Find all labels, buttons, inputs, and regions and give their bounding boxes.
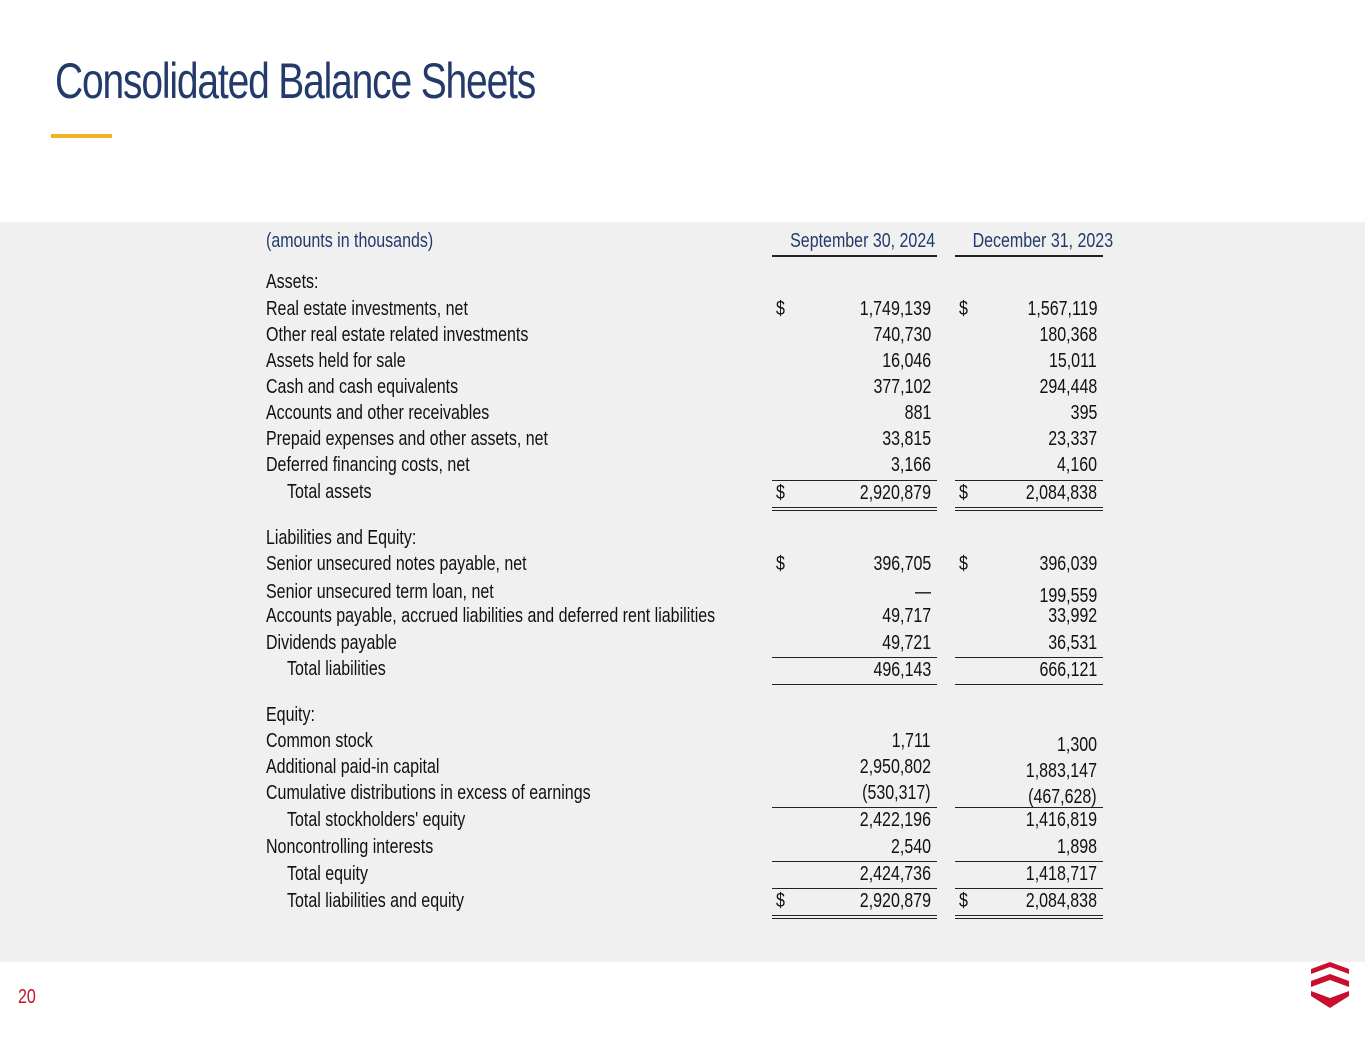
- table-header-row: [0, 227, 1365, 253]
- column-header: [772, 227, 937, 257]
- amount: 36,531: [1048, 632, 1097, 654]
- table-row: [0, 889, 1365, 915]
- value-cell-dec-2023: [955, 755, 1103, 781]
- line-item-label: Assets held for sale: [266, 350, 406, 372]
- amount: 1,567,119: [1027, 298, 1097, 320]
- table-row: [0, 729, 1365, 755]
- value-cell-dec-2023: [955, 453, 1103, 479]
- value-cell-dec-2023: [955, 604, 1103, 630]
- amount: 33,992: [1048, 605, 1097, 627]
- amount: 1,711: [892, 730, 931, 752]
- line-item-label: Cash and cash equivalents: [266, 376, 459, 398]
- currency-symbol: $: [776, 482, 785, 504]
- currency-symbol: $: [959, 298, 968, 320]
- value-cell-sep-2024: [772, 375, 937, 401]
- value-cell-sep-2024: [772, 781, 937, 808]
- value-cell-dec-2023: [955, 323, 1103, 349]
- line-item-label: Total stockholders' equity: [287, 809, 466, 831]
- line-item-label: Senior unsecured term loan, net: [266, 581, 494, 603]
- amount: 2,540: [890, 836, 931, 858]
- value-cell-dec-2023: [955, 552, 1103, 578]
- line-item-label: Accounts payable, accrued liabilities and deferred rent liabilities: [266, 605, 716, 627]
- units-label: (amounts in thousands): [266, 230, 434, 252]
- section-header: Assets:: [266, 271, 319, 293]
- value-cell-dec-2023: [955, 375, 1103, 401]
- value-cell-dec-2023: [955, 889, 1103, 919]
- line-item-label: Accounts and other receivables: [266, 402, 490, 424]
- table-row: [0, 631, 1365, 657]
- section-header-row: [0, 270, 1365, 296]
- line-item-label: Prepaid expenses and other assets, net: [266, 428, 548, 450]
- table-row: [0, 480, 1365, 506]
- amount: 2,422,196: [859, 809, 931, 831]
- table-row: [0, 580, 1365, 606]
- currency-symbol: $: [776, 890, 785, 912]
- line-item-label: Total assets: [287, 481, 372, 503]
- table-row: [0, 349, 1365, 375]
- value-cell-dec-2023: [955, 729, 1103, 755]
- amount: (530,317): [862, 782, 931, 804]
- table-row: [0, 781, 1365, 807]
- value-cell-sep-2024: [772, 427, 937, 453]
- value-cell-dec-2023: [955, 808, 1103, 834]
- amount: 1,416,819: [1025, 809, 1097, 831]
- amount: 15,011: [1049, 350, 1097, 372]
- value-cell-sep-2024: [772, 729, 937, 755]
- value-cell-sep-2024: [772, 323, 937, 349]
- table-row: [0, 862, 1365, 888]
- currency-symbol: $: [776, 553, 785, 575]
- amount: 1,300: [1056, 734, 1097, 756]
- line-item-label: Dividends payable: [266, 632, 397, 654]
- value-cell-sep-2024: [772, 349, 937, 375]
- line-item-label: Noncontrolling interests: [266, 836, 434, 858]
- section-header: Equity:: [266, 704, 315, 726]
- table-row: [0, 835, 1365, 861]
- value-cell-sep-2024: [772, 401, 937, 427]
- amount: 1,418,717: [1025, 863, 1097, 885]
- value-cell-dec-2023: [955, 835, 1103, 862]
- title-accent-rule: [51, 134, 112, 138]
- table-row: [0, 755, 1365, 781]
- value-cell-sep-2024: [772, 631, 937, 657]
- column-header-label: September 30, 2024: [790, 230, 936, 252]
- value-cell-dec-2023: [955, 580, 1103, 606]
- value-cell-sep-2024: [772, 480, 937, 511]
- amount: 180,368: [1039, 324, 1097, 346]
- value-cell-dec-2023: [955, 862, 1103, 889]
- line-item-label: Senior unsecured notes payable, net: [266, 553, 527, 575]
- amount: 199,559: [1039, 585, 1097, 607]
- amount: 49,717: [882, 605, 931, 627]
- amount: 881: [904, 402, 931, 424]
- amount: 666,121: [1039, 659, 1097, 681]
- section-header: Liabilities and Equity:: [266, 527, 417, 549]
- table-row: [0, 375, 1365, 401]
- amount: 23,337: [1048, 428, 1097, 450]
- line-item-label: Common stock: [266, 730, 373, 752]
- line-item-label: Cumulative distributions in excess of earnings: [266, 782, 591, 804]
- amount: 3,166: [890, 454, 931, 476]
- line-item-label: Total liabilities and equity: [287, 890, 464, 912]
- amount: 740,730: [873, 324, 931, 346]
- amount: 294,448: [1039, 376, 1097, 398]
- table-row: [0, 401, 1365, 427]
- line-item-label: Total equity: [287, 863, 368, 885]
- column-header-label: December 31, 2023: [972, 230, 1114, 252]
- table-row: [0, 552, 1365, 578]
- table-row: [0, 453, 1365, 479]
- amount: 2,950,802: [859, 756, 931, 778]
- currency-symbol: $: [776, 298, 785, 320]
- amount: 2,920,879: [859, 482, 931, 504]
- currency-symbol: $: [959, 482, 968, 504]
- balance-sheet-panel: [0, 222, 1365, 962]
- amount: 2,920,879: [859, 890, 931, 912]
- section-header-row: [0, 526, 1365, 552]
- value-cell-dec-2023: [955, 349, 1103, 375]
- amount: 4,160: [1056, 454, 1097, 476]
- value-cell-sep-2024: [772, 862, 937, 889]
- value-cell-sep-2024: [772, 453, 937, 479]
- table-row: [0, 297, 1365, 323]
- amount: —: [915, 581, 931, 603]
- amount: 496,143: [873, 659, 931, 681]
- amount: 2,424,736: [859, 863, 931, 885]
- amount: 395: [1070, 402, 1097, 424]
- amount: 396,705: [873, 553, 931, 575]
- table-row: [0, 427, 1365, 453]
- line-item-label: Additional paid-in capital: [266, 756, 440, 778]
- table-row: [0, 657, 1365, 683]
- currency-symbol: $: [959, 890, 968, 912]
- value-cell-sep-2024: [772, 580, 937, 606]
- value-cell-sep-2024: [772, 604, 937, 630]
- value-cell-sep-2024: [772, 808, 937, 834]
- page-number: 20: [18, 986, 36, 1008]
- section-header-row: [0, 703, 1365, 729]
- amount: 2,084,838: [1025, 890, 1097, 912]
- value-cell-sep-2024: [772, 552, 937, 578]
- amount: (467,628): [1028, 786, 1097, 808]
- value-cell-sep-2024: [772, 297, 937, 323]
- value-cell-dec-2023: [955, 401, 1103, 427]
- table-row: [0, 808, 1365, 834]
- column-header: [955, 227, 1114, 257]
- line-item-label: Other real estate related investments: [266, 324, 529, 346]
- value-cell-sep-2024: [772, 835, 937, 862]
- amount: 2,084,838: [1025, 482, 1097, 504]
- amount: 33,815: [882, 428, 931, 450]
- line-item-label: Deferred financing costs, net: [266, 454, 470, 476]
- amount: 396,039: [1039, 553, 1097, 575]
- amount: 1,883,147: [1025, 760, 1097, 782]
- amount: 1,749,139: [859, 298, 931, 320]
- currency-symbol: $: [959, 553, 968, 575]
- page-title: Consolidated Balance Sheets: [55, 53, 536, 109]
- value-cell-dec-2023: [955, 781, 1103, 808]
- value-cell-sep-2024: [772, 889, 937, 919]
- value-cell-dec-2023: [955, 480, 1103, 511]
- table-row: [0, 604, 1365, 630]
- value-cell-dec-2023: [955, 631, 1103, 657]
- value-cell-dec-2023: [955, 657, 1103, 685]
- value-cell-sep-2024: [772, 657, 937, 685]
- amount: 16,046: [882, 350, 931, 372]
- table-row: [0, 323, 1365, 349]
- line-item-label: Total liabilities: [287, 658, 386, 680]
- amount: 1,898: [1056, 836, 1097, 858]
- line-item-label: Real estate investments, net: [266, 298, 468, 320]
- amount: 49,721: [882, 632, 931, 654]
- value-cell-dec-2023: [955, 427, 1103, 453]
- value-cell-dec-2023: [955, 297, 1103, 323]
- chevron-stack-logo-icon: [1309, 962, 1351, 1008]
- value-cell-sep-2024: [772, 755, 937, 781]
- amount: 377,102: [873, 376, 931, 398]
